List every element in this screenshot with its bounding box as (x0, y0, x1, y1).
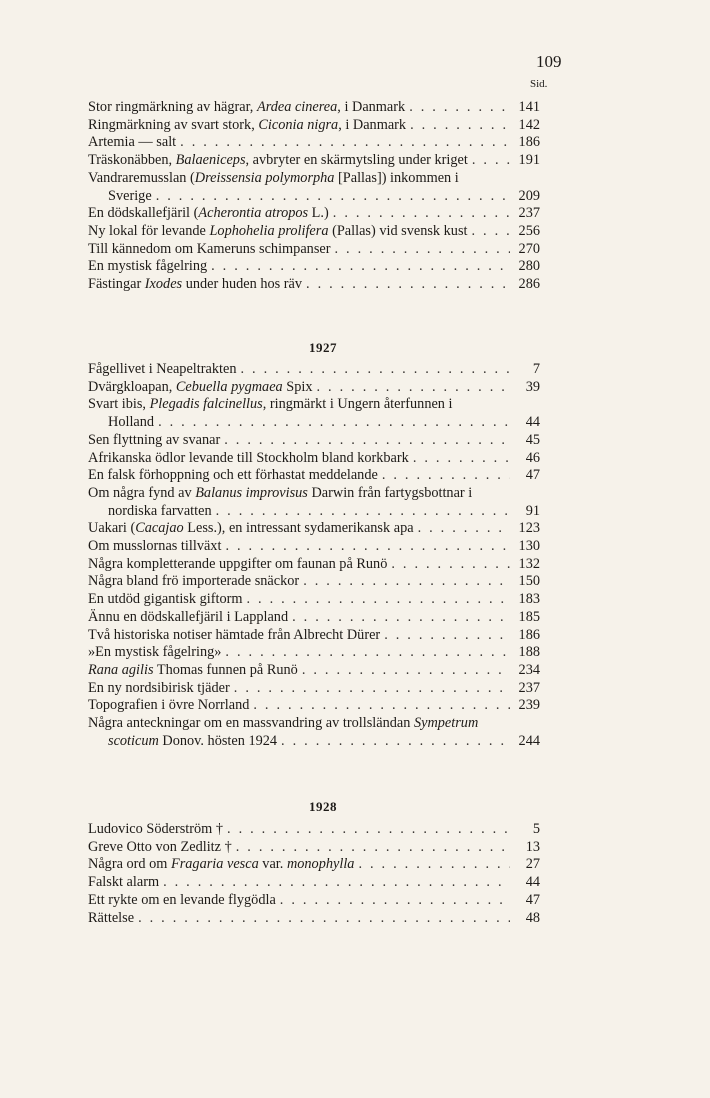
toc-entry-title: Träskonäbben, Balaeniceps, avbryter en skärmytsling under kriget (88, 152, 468, 169)
toc-entry (88, 538, 540, 556)
toc-entry (88, 241, 540, 259)
toc-entry (88, 379, 540, 397)
dot-leader (413, 450, 510, 468)
dot-leader (138, 910, 510, 928)
toc-entry-page: 239 (518, 697, 540, 714)
toc-entry (88, 821, 540, 839)
toc-entry-title: En falsk förhoppning och ett förhastat meddelande (88, 467, 378, 484)
toc-entry-title: En utdöd gigantisk giftorm (88, 591, 243, 608)
toc-entry-title: Ny lokal för levande Lophohelia prolifera (Pallas) vid svensk kust (88, 222, 468, 239)
toc-entry-page: 183 (518, 591, 540, 608)
toc-entry-title: Fågellivet i Neapeltrakten (88, 361, 237, 377)
toc-entry (88, 432, 540, 450)
toc-entry-title: Några ord om Fragaria vesca var. monophylla (88, 856, 355, 873)
toc-entry (88, 644, 540, 662)
toc-entry-page: 132 (518, 555, 540, 572)
dot-leader (317, 379, 511, 397)
toc-entry-page: 5 (532, 821, 540, 837)
toc-entry (88, 467, 540, 485)
toc-section-1927 (88, 361, 540, 750)
toc-entry (88, 414, 540, 432)
dot-leader (216, 503, 510, 521)
toc-entry-title: Stor ringmärkning av hägrar, Ardea cinerea, i Danmark (88, 99, 406, 115)
toc-entry-page: 150 (518, 573, 540, 590)
toc-entry-page: 256 (518, 222, 540, 239)
dot-leader (418, 520, 510, 538)
toc-entry-title: Vandraremusslan (Dreissensia polymorpha [Pallas]) inkommen i (88, 169, 459, 186)
toc-entry (88, 205, 540, 223)
dot-leader (333, 205, 510, 223)
toc-entry-page: 185 (518, 608, 540, 625)
toc-entry-title: Ett rykte om en levande flygödla (88, 891, 276, 908)
toc-entry-page: 280 (518, 258, 540, 275)
toc-entry (88, 556, 540, 574)
toc-entry-page: 44 (525, 874, 540, 891)
toc-entry-title: En mystisk fågelring (88, 258, 208, 275)
toc-entry (88, 276, 540, 294)
dot-leader (180, 134, 510, 152)
toc-entry (88, 680, 540, 698)
toc-entry-page: 39 (525, 378, 540, 395)
toc-entry (88, 839, 540, 857)
toc-entry-page: 141 (518, 99, 540, 115)
toc-entry (88, 715, 540, 733)
toc-entry (88, 892, 540, 910)
toc-entry-title: Sverige (108, 187, 152, 204)
dot-leader (158, 414, 510, 432)
toc-entry-title: Ännu en dödskallefjäril i Lappland (88, 608, 289, 625)
toc-entry-title: Greve Otto von Zedlitz † (88, 838, 232, 855)
dot-leader (303, 573, 510, 591)
toc-entry-page: 44 (525, 414, 540, 431)
toc-entry-page: 45 (525, 431, 540, 448)
dot-leader (382, 467, 510, 485)
toc-entry-page: 47 (525, 467, 540, 484)
toc-entry-page: 191 (518, 152, 540, 169)
toc-entry (88, 503, 540, 521)
toc-entry-title: Fästingar Ixodes under huden hos räv (88, 276, 303, 293)
toc-entry (88, 627, 540, 645)
toc-entry (88, 152, 540, 170)
dot-leader (240, 361, 510, 379)
toc-entry-title: Ringmärkning av svart stork, Ciconia nigra, i Danmark (88, 116, 407, 133)
dot-leader (253, 697, 510, 715)
toc-entry (88, 170, 540, 188)
dot-leader (410, 117, 510, 135)
dot-leader (280, 892, 510, 910)
toc-entry (88, 874, 540, 892)
toc-entry-page: 209 (518, 187, 540, 204)
toc-entry-page: 7 (532, 361, 540, 377)
toc-entry (88, 99, 540, 117)
toc-section-1926 (88, 99, 540, 294)
dot-leader (224, 432, 510, 450)
toc-entry-title: Svart ibis, Plegadis falcinellus, ringmärkt i Ungern återfunnen i (88, 396, 453, 413)
toc-entry-title: Till kännedom om Kameruns schimpanser (88, 240, 331, 257)
dot-leader (472, 152, 510, 170)
dot-leader (225, 538, 510, 556)
toc-entry (88, 573, 540, 591)
toc-entry (88, 258, 540, 276)
toc-entry-page: 123 (518, 520, 540, 537)
toc-entry-page: 13 (525, 838, 540, 855)
toc-entry (88, 856, 540, 874)
toc-entry (88, 520, 540, 538)
toc-entry-page: 286 (518, 276, 540, 293)
dot-leader (302, 662, 510, 680)
toc-entry-page: 186 (518, 134, 540, 151)
toc-entry-title: Två historiska notiser hämtade från Albrecht Dürer (88, 626, 381, 643)
dot-leader (281, 733, 510, 751)
toc-entry-title: Artemia — salt (88, 134, 177, 151)
year-heading-1927: 1927 (309, 340, 337, 355)
dot-leader (163, 874, 510, 892)
toc-entry (88, 609, 540, 627)
toc-entry-title: Rana agilis Thomas funnen på Runö (88, 661, 298, 678)
year-heading-1928: 1928 (309, 799, 337, 814)
toc-entry-title: nordiska farvatten (108, 502, 212, 519)
toc-entry-title: Några kompletterande uppgifter om faunan på Runö (88, 555, 388, 572)
toc-entry (88, 662, 540, 680)
toc-entry-page: 142 (518, 116, 540, 133)
toc-entry (88, 361, 540, 379)
dot-leader (292, 609, 510, 627)
toc-entry-title: En ny nordsibirisk tjäder (88, 679, 230, 696)
page-column-label: Sid. (530, 78, 548, 90)
toc-entry-title: Holland (108, 414, 155, 431)
dot-leader (409, 99, 510, 117)
toc-entry (88, 697, 540, 715)
toc-entry-title: Om några fynd av Balanus improvisus Darwin från fartygsbottnar i (88, 484, 473, 501)
toc-entry (88, 733, 540, 751)
toc-entry-title: scoticum Donov. hösten 1924 (108, 732, 278, 749)
dot-leader (234, 680, 510, 698)
toc-entry-title: En dödskallefjäril (Acherontia atropos L.) (88, 205, 329, 222)
dot-leader (384, 627, 510, 645)
dot-leader (211, 258, 510, 276)
toc-entry-title: Uakari (Cacajao Less.), en intressant sydamerikansk apa (88, 520, 414, 537)
toc-entry (88, 188, 540, 206)
toc-section-1928 (88, 821, 540, 927)
toc-entry (88, 396, 540, 414)
toc-entry-title: Dvärgkloapan, Cebuella pygmaea Spix (88, 378, 313, 395)
toc-entry-title: Några anteckningar om en massvandring av trollsländan Sympetrum (88, 715, 479, 732)
toc-entry (88, 134, 540, 152)
toc-entry-page: 27 (525, 856, 540, 873)
toc-entry-title: Några bland frö importerade snäckor (88, 573, 300, 590)
dot-leader (472, 223, 511, 241)
toc-entry-title: Om musslornas tillväxt (88, 538, 222, 555)
toc-entry-title: Rättelse (88, 909, 135, 926)
dot-leader (236, 839, 510, 857)
toc-entry-page: 46 (525, 449, 540, 466)
dot-leader (227, 821, 510, 839)
toc-entry (88, 117, 540, 135)
toc-entry-page: 130 (518, 538, 540, 555)
toc-entry-page: 91 (525, 502, 540, 519)
toc-entry-page: 188 (518, 644, 540, 661)
toc-entry-title: Topografien i övre Norrland (88, 697, 250, 714)
dot-leader (246, 591, 510, 609)
dot-leader (156, 188, 510, 206)
toc-entry-title: »En mystisk fågelring» (88, 644, 222, 661)
toc-entry (88, 591, 540, 609)
dot-leader (358, 856, 510, 874)
toc-entry-title: Sen flyttning av svanar (88, 431, 221, 448)
toc-entry-page: 237 (518, 679, 540, 696)
toc-entry-page: 237 (518, 205, 540, 222)
toc-entry (88, 223, 540, 241)
toc-entry-page: 47 (525, 891, 540, 908)
toc-entry-page: 244 (518, 732, 540, 749)
dot-leader (225, 644, 510, 662)
toc-entry-page: 186 (518, 626, 540, 643)
toc-entry (88, 485, 540, 503)
toc-entry-title: Falskt alarm (88, 874, 160, 891)
page-number: 109 (536, 52, 562, 71)
toc-entry-page: 270 (518, 240, 540, 257)
toc-entry-page: 234 (518, 661, 540, 678)
dot-leader (306, 276, 510, 294)
toc-entry (88, 910, 540, 928)
dot-leader (335, 241, 511, 259)
toc-entry-page: 48 (525, 909, 540, 926)
toc-entry-title: Ludovico Söderström † (88, 821, 224, 837)
toc-entry (88, 450, 540, 468)
toc-entry-title: Afrikanska ödlor levande till Stockholm bland korkbark (88, 449, 409, 466)
dot-leader (391, 556, 510, 574)
